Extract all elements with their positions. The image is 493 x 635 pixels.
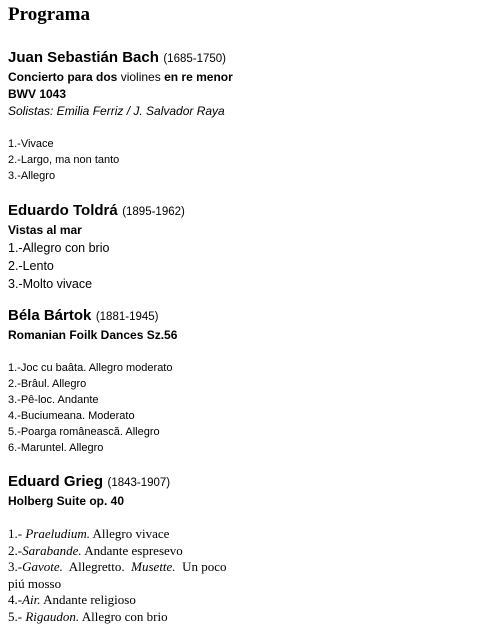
composer-line — [8, 201, 478, 222]
movement-title: Praeludium. — [25, 526, 90, 541]
composer-line — [8, 472, 478, 493]
list-item: 5.-Poarga românească. Allegro — [8, 426, 160, 438]
list-item — [8, 526, 478, 543]
movement-title: Sarabande. — [22, 542, 82, 558]
composer-line — [8, 306, 478, 327]
list-item: 4.-Buciumeana. Moderato — [8, 410, 135, 422]
movement-tempo: Andante religioso — [43, 592, 136, 607]
list-item: 6.-Maruntel. Allegro — [8, 442, 104, 454]
list-item: 2.-Brâul. Allegro — [8, 378, 87, 390]
page-title: Programa — [8, 4, 90, 25]
movement-number: 2.- — [8, 542, 23, 558]
composer-name: Eduardo Toldrá — [8, 202, 118, 219]
list-item — [8, 609, 478, 626]
work-title: Holberg Suite op. 40 — [8, 494, 125, 508]
list-item — [8, 592, 478, 609]
movement-number: 4.- — [8, 592, 23, 607]
composer-dates: (1895-1962) — [122, 206, 185, 218]
composer-name: Eduard Grieg — [8, 473, 104, 490]
movement-list — [8, 239, 478, 293]
movement-tempo: Allegro vivace — [92, 526, 170, 541]
list-item: 1.-Allegro con brio — [8, 241, 110, 255]
list-item — [8, 559, 478, 576]
work-title-part: violines — [120, 70, 161, 84]
composer-name: Béla Bártok — [8, 307, 92, 324]
list-item: 2.-Largo, ma non tanto — [8, 154, 120, 166]
movement-tempo: piú mosso — [8, 575, 62, 591]
work-title — [8, 69, 478, 86]
movement-title: Air. — [22, 592, 41, 607]
movement-number: 1.- — [8, 526, 23, 541]
list-item: 3.-Pê-loc. Andante — [8, 394, 99, 406]
list-item: 3.-Molto vivace — [8, 277, 93, 291]
composer-line — [8, 48, 478, 69]
movement-title: Gavote. — [22, 559, 63, 574]
movement-number: 3.- — [8, 559, 23, 574]
work-title: Vistas al mar — [8, 223, 82, 237]
movement-tempo: Andante espresevo — [84, 542, 183, 558]
list-item: 1.-Joc cu baâta. Allegro moderato — [8, 362, 173, 374]
composer-name: Juan Sebastián Bach — [8, 49, 159, 66]
movement-tempo: Un poco — [182, 559, 227, 574]
work-title: Romanian Foilk Dances Sz.56 — [8, 328, 178, 342]
work-title-part: Concierto para dos — [8, 70, 118, 84]
movement-list — [8, 136, 478, 184]
movement-list — [8, 526, 478, 625]
movement-tempo: Allegretto. — [68, 559, 125, 574]
list-item: 3.-Allegro — [8, 170, 56, 182]
movement-title: Musette. — [131, 559, 176, 574]
movement-list — [8, 360, 478, 456]
work-catalog: BWV 1043 — [8, 87, 67, 101]
movement-tempo: Allegro con brio — [81, 608, 168, 624]
work-title-part: en re menor — [164, 70, 233, 84]
list-item: 2.-Lento — [8, 259, 54, 273]
composer-dates: (1843-1907) — [107, 477, 171, 489]
section-toldra — [8, 201, 478, 293]
composer-dates: (1881-1945) — [95, 311, 159, 323]
list-item — [8, 576, 478, 593]
list-item — [8, 543, 478, 560]
section-grieg — [8, 472, 478, 625]
list-item: 1.-Vivace — [8, 138, 54, 150]
section-bartok — [8, 306, 478, 456]
soloists: Solistas: Emilia Ferriz / J. Salvador Raya — [8, 104, 225, 118]
composer-dates: (1685-1750) — [163, 53, 226, 65]
movement-number: 5.- — [8, 608, 23, 624]
section-bach — [8, 48, 478, 184]
movement-title: Rigaudon. — [25, 608, 80, 624]
